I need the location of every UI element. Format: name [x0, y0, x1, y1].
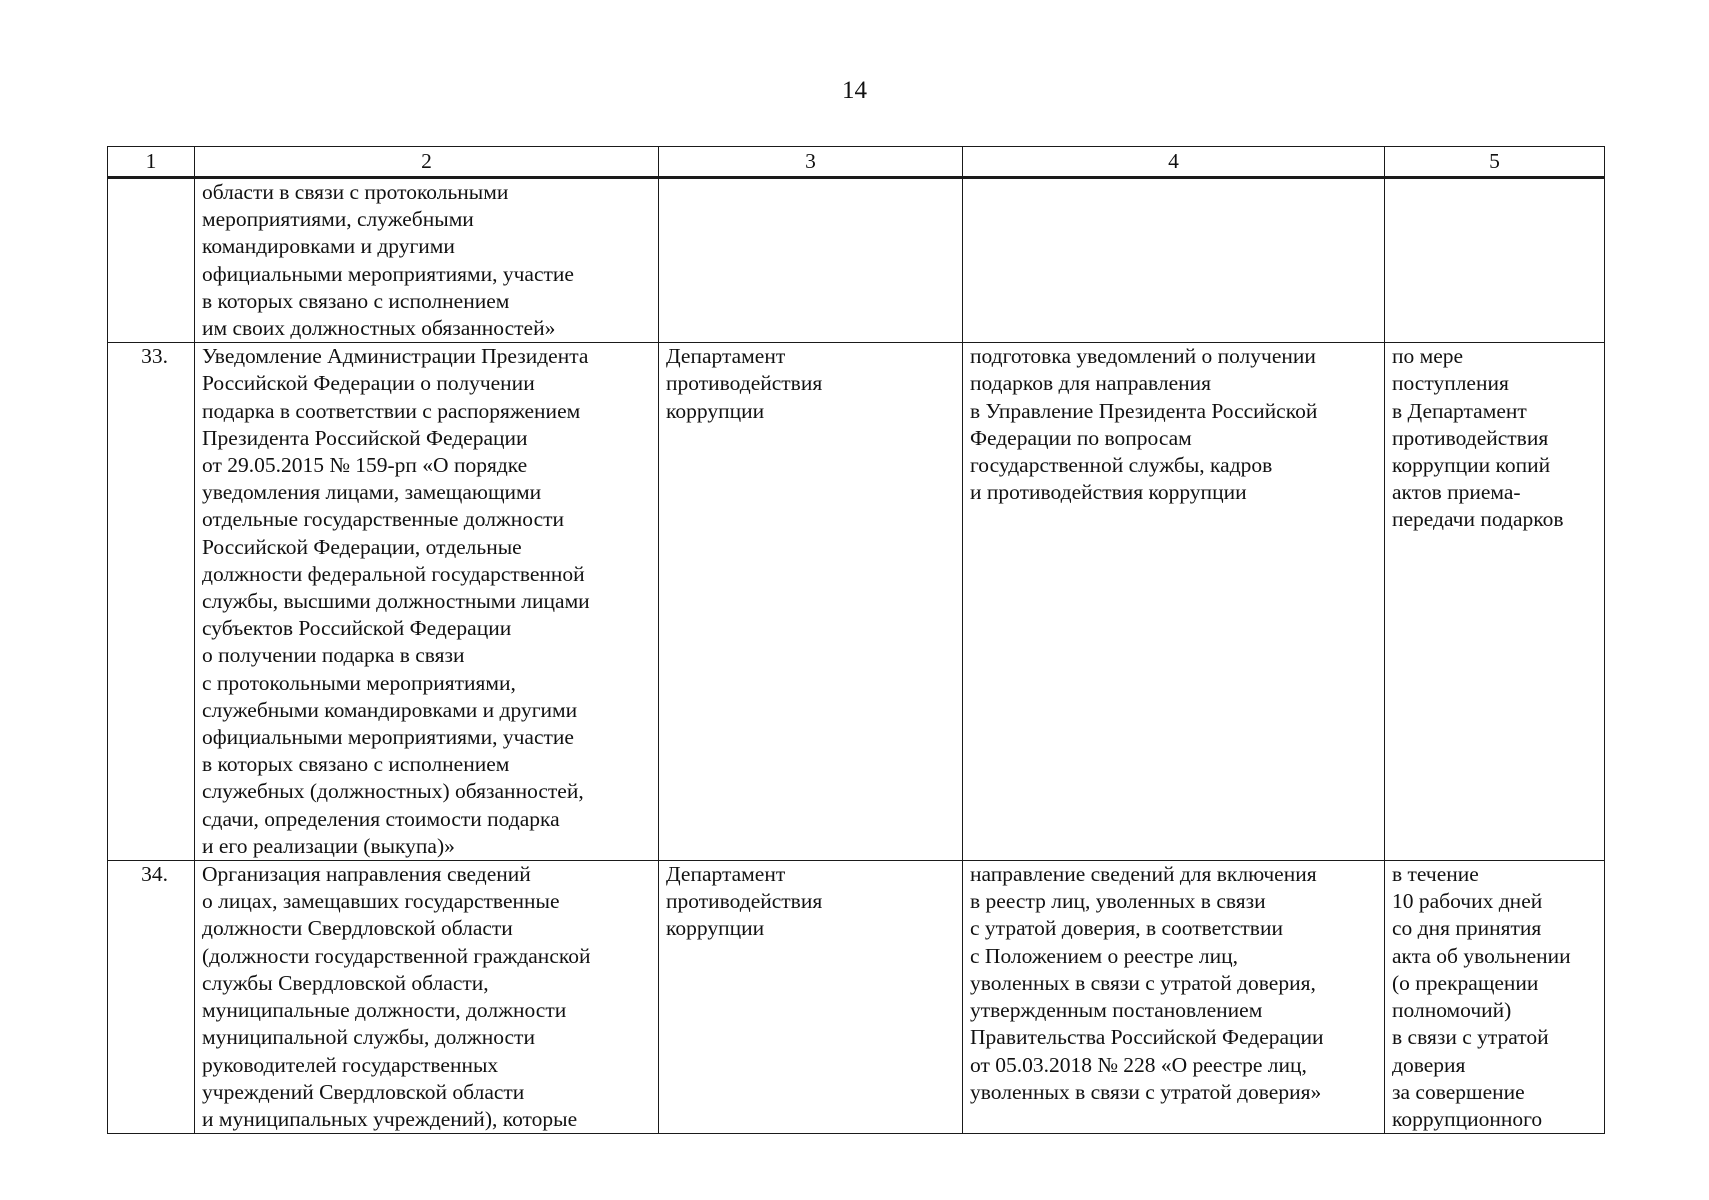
page-number: 14	[842, 77, 867, 104]
row-number: 33.	[108, 343, 195, 861]
table-row	[108, 178, 1605, 343]
result-cell: подготовка уведомлений о получении подарков для направления в Управление Президента Российской Федерации по вопросам государственной службы, кадров и противодействия коррупции	[963, 343, 1385, 861]
column-number: 2	[195, 147, 659, 178]
table-row	[108, 861, 1605, 1134]
responsible-cell: Департамент противодействия коррупции	[659, 343, 963, 861]
table-row	[108, 343, 1605, 861]
row-number: 34.	[108, 861, 195, 1134]
column-number: 5	[1385, 147, 1605, 178]
row-number	[108, 178, 195, 343]
column-numbers-row	[108, 147, 1605, 178]
responsible-cell	[659, 178, 963, 343]
event-cell: Организация направления сведений о лицах, замещавших государственные должности Свердловской области (должности государственной гражданской службы Свердловской области, муниципальные должности, должности муниципальной службы, должности руководителей государственных учреждений Свердловской области и муниципальных учреждений), которые	[195, 861, 659, 1134]
deadline-cell: по мере поступления в Департамент противодействия коррупции копий актов приема- передачи подарков	[1385, 343, 1605, 861]
result-cell: направление сведений для включения в реестр лиц, уволенных в связи с утратой доверия, в соответствии с Положением о реестре лиц, уволенных в связи с утратой доверия, утвержденным постановлением Правительства Российской Федерации от 05.03.2018 № 228 «О реестре лиц, уволенных в связи с утратой доверия»	[963, 861, 1385, 1134]
deadline-cell: в течение 10 рабочих дней со дня принятия акта об увольнении (о прекращении полномочий) в связи с утратой доверия за совершение коррупционного	[1385, 861, 1605, 1134]
measures-table	[107, 146, 1605, 1134]
column-number: 1	[108, 147, 195, 178]
column-number: 3	[659, 147, 963, 178]
event-cell: Уведомление Администрации Президента Российской Федерации о получении подарка в соответствии с распоряжением Президента Российской Федерации от 29.05.2015 № 159-рп «О порядке уведомления лицами, замещающими отдельные государственные должности Российской Федерации, отдельные должности федеральной государственной службы, высшими должностными лицами субъектов Российской Федерации о получении подарка в связи с протокольными мероприятиями, служебными командировками и другими официальными мероприятиями, участие в которых связано с исполнением служебных (должностных) обязанностей, сдачи, определения стоимости подарка и его реализации (выкупа)»	[195, 343, 659, 861]
result-cell	[963, 178, 1385, 343]
event-cell: области в связи с протокольными мероприятиями, служебными командировками и другими официальными мероприятиями, участие в которых связано с исполнением им своих должностных обязанностей»	[195, 178, 659, 343]
column-number: 4	[963, 147, 1385, 178]
deadline-cell	[1385, 178, 1605, 343]
responsible-cell: Департамент противодействия коррупции	[659, 861, 963, 1134]
